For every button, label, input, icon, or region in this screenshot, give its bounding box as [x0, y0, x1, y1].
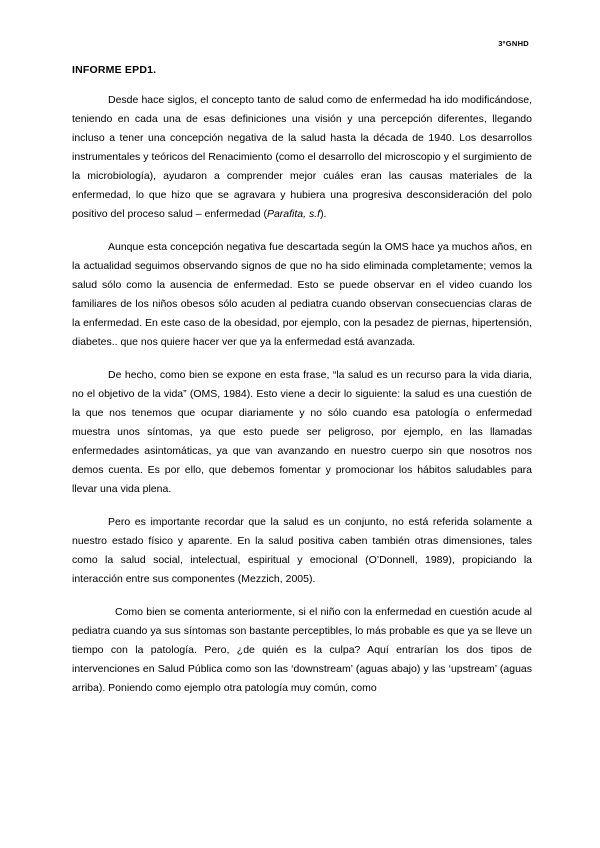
- paragraph-1: [72, 91, 532, 224]
- course-code-header: 3ºGNHD: [498, 39, 529, 48]
- report-title: INFORME EPD1.: [72, 64, 157, 76]
- paragraph-4: Pero es importante recordar que la salud es un conjunto, no está referida solamente a nuestro estado físico y aparente. En la salud positiva caben también otras dimensiones, tales como la salud social, intelectual, espiritual y emocional (O’Donnell, 1989), propiciando la interacción entre sus componentes (Mezzich, 2005).: [72, 516, 532, 585]
- paragraph-1-text: Desde hace siglos, el concepto tanto de salud como de enfermedad ha ido modificándose, teniendo en cada una de esas definiciones una visión y una percepción diferentes, llegando incluso a tener una concepción negativa de la salud hasta la década de 1940. Los desarrollos instrumentales y teóricos del Renacimiento (como el desarrollo del microscopio y el surgimiento de la microbiología), ayudaron a comprender mejor cuáles eran las causas materiales de la enfermedad, lo que hizo que se agravara y hubiera una progresiva desconsideración del polo positivo del proceso salud – enfermedad (: [72, 94, 532, 220]
- paragraph-5: Como bien se comenta anteriormente, si el niño con la enfermedad en cuestión acude al pediatra cuando ya sus síntomas son bastante perceptibles, lo más probable es que ya se lleve un tiempo con la patología. Pero, ¿de quién es la culpa? Aquí entrarían los dos tipos de intervenciones en Salud Pública como son las ‘downstream’ (aguas abajo) y las ‘upstream’ (aguas arriba). Poniendo como ejemplo otra patología muy común, como: [72, 606, 532, 694]
- paragraph-3: De hecho, como bien se expone en esta frase, “la salud es un recurso para la vida diaria, no el objetivo de la vida” (OMS, 1984). Esto viene a decir lo siguiente: la salud es una cuestión de la que nos tenemos que ocupar diariamente y no sólo cuando esa patología o enfermedad muestra unos síntomas, ya que esto puede ser peligroso, por ejemplo, en las llamadas enfermedades asintomáticas, ya que van avanzando en nuestro cuerpo sin que nosotros nos demos cuenta. Es por ello, que debemos fomentar y promocionar los hábitos saludables para llevar una vida plena.: [72, 369, 532, 495]
- paragraph-1-citation: Parafita, s.f: [266, 208, 321, 220]
- paragraph-2: Aunque esta concepción negativa fue descartada según la OMS hace ya muchos años, en la actualidad seguimos observando signos de que no ha sido eliminada completamente; vemos la salud sólo como la ausencia de enfermedad. Esto se puede observar en el video cuando los familiares de los niños obesos sólo acuden al pediatra cuando observan consecuencias claras de la enfermedad. En este caso de la obesidad, por ejemplo, con la pesadez de piernas, hipertensión, diabetes.. que nos quiere hacer ver que ya la enfermedad está avanzada.: [72, 241, 532, 348]
- body-text: [72, 91, 532, 698]
- paragraph-1-closing: ).: [320, 208, 327, 220]
